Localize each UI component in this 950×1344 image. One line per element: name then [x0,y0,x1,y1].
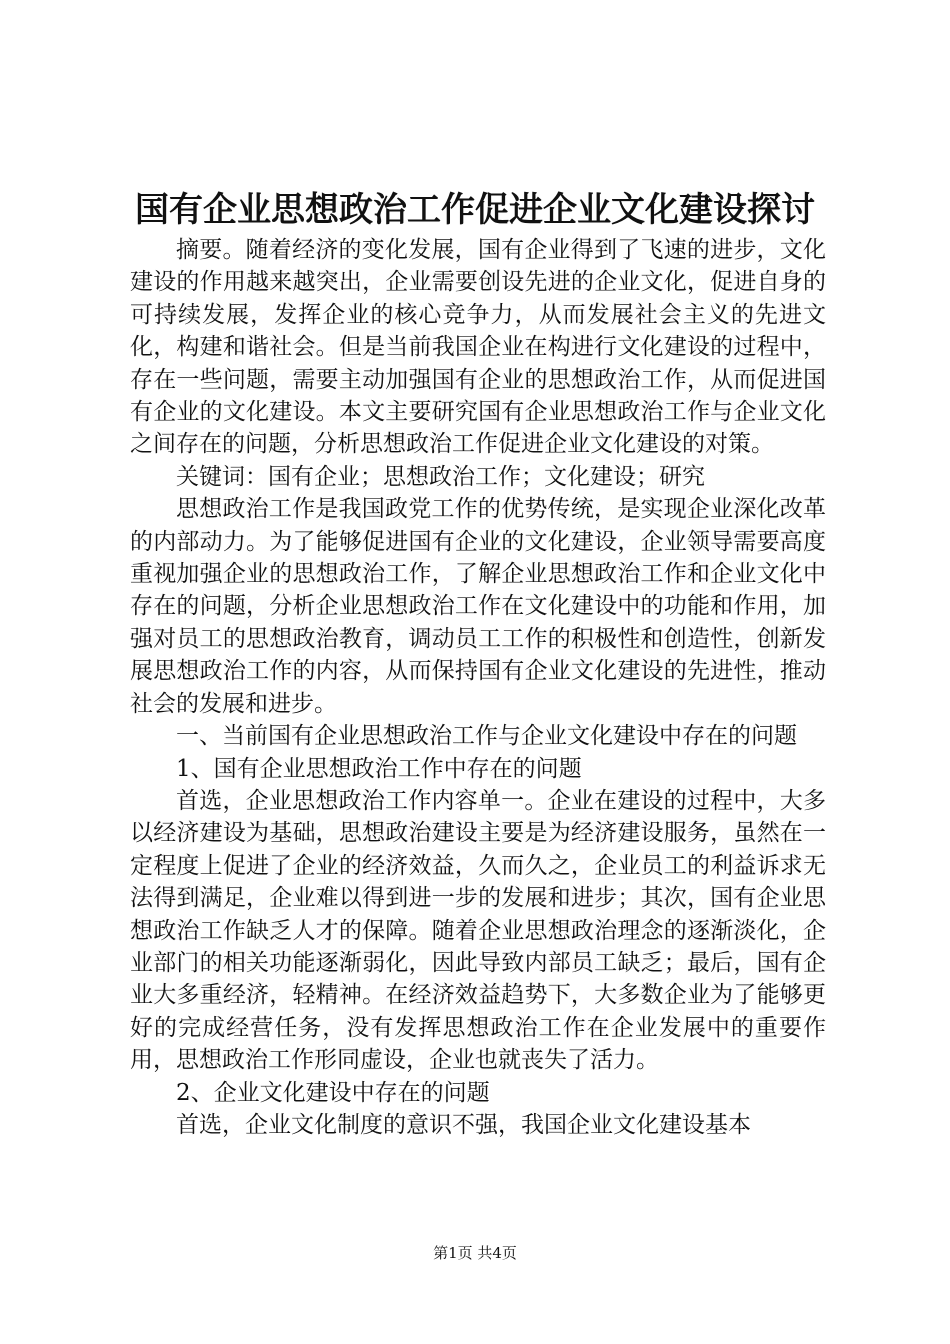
document-title: 国有企业思想政治工作促进企业文化建设探讨 [135,190,815,230]
keywords-paragraph: 关键词：国有企业；思想政治工作；文化建设；研究 [176,463,705,490]
page-footer: 第1页 共4页 [433,1244,517,1262]
subsection-heading-2: 2、企业文化建设中存在的问题 [176,1079,490,1106]
subsection-heading-1: 1、国有企业思想政治工作中存在的问题 [176,755,582,782]
document-body [130,234,826,1141]
section-heading-1: 一、当前国有企业思想政治工作与企业文化建设中存在的问题 [176,723,797,750]
intro-paragraph: 思想政治工作是我国政党工作的优势传统，是实现企业深化改革的内部动力。为了能够促进国有企业的文化建设，企业领导需要高度重视加强企业的思想政治工作，了解企业思想政治工作和企业文化中存在的问题，分析企业思想政治工作在文化建设中的功能和作用，加强对员工的思想政治教育，调动员工工作的积极性和创造性，创新发展思想政治工作的内容，从而保持国有企业文化建设的先进性，推动社会的发展和进步。 [130,496,826,717]
abstract-paragraph: 摘要。随着经济的变化发展，国有企业得到了飞速的进步，文化建设的作用越来越突出，企业需要创设先进的企业文化，促进自身的可持续发展，发挥企业的核心竞争力，从而发展社会主义的先进文化，构建和谐社会。但是当前我国企业在构进行文化建设的过程中，存在一些问题，需要主动加强国有企业的思想政治工作，从而促进国有企业的文化建设。本文主要研究国有企业思想政治工作与企业文化之间存在的问题，分析思想政治工作促进企业文化建设的对策。 [130,237,826,458]
body-paragraph: 首选，企业思想政治工作内容单一。企业在建设的过程中，大多以经济建设为基础，思想政治建设主要是为经济建设服务，虽然在一定程度上促进了企业的经济效益，久而久之，企业员工的利益诉求无法得到满足，企业难以得到进一步的发展和进步；其次，国有企业思想政治工作缺乏人才的保障。随着企业思想政治理念的逐渐淡化，企业部门的相关功能逐渐弱化，因此导致内部员工缺乏；最后，国有企业大多重经济，轻精神。在经济效益趋势下，大多数企业为了能够更好的完成经营任务，没有发挥思想政治工作在企业发展中的重要作用，思想政治工作形同虚设，企业也就丧失了活力。 [130,787,826,1074]
body-paragraph: 首选，企业文化制度的意识不强，我国企业文化建设基本 [176,1111,751,1138]
